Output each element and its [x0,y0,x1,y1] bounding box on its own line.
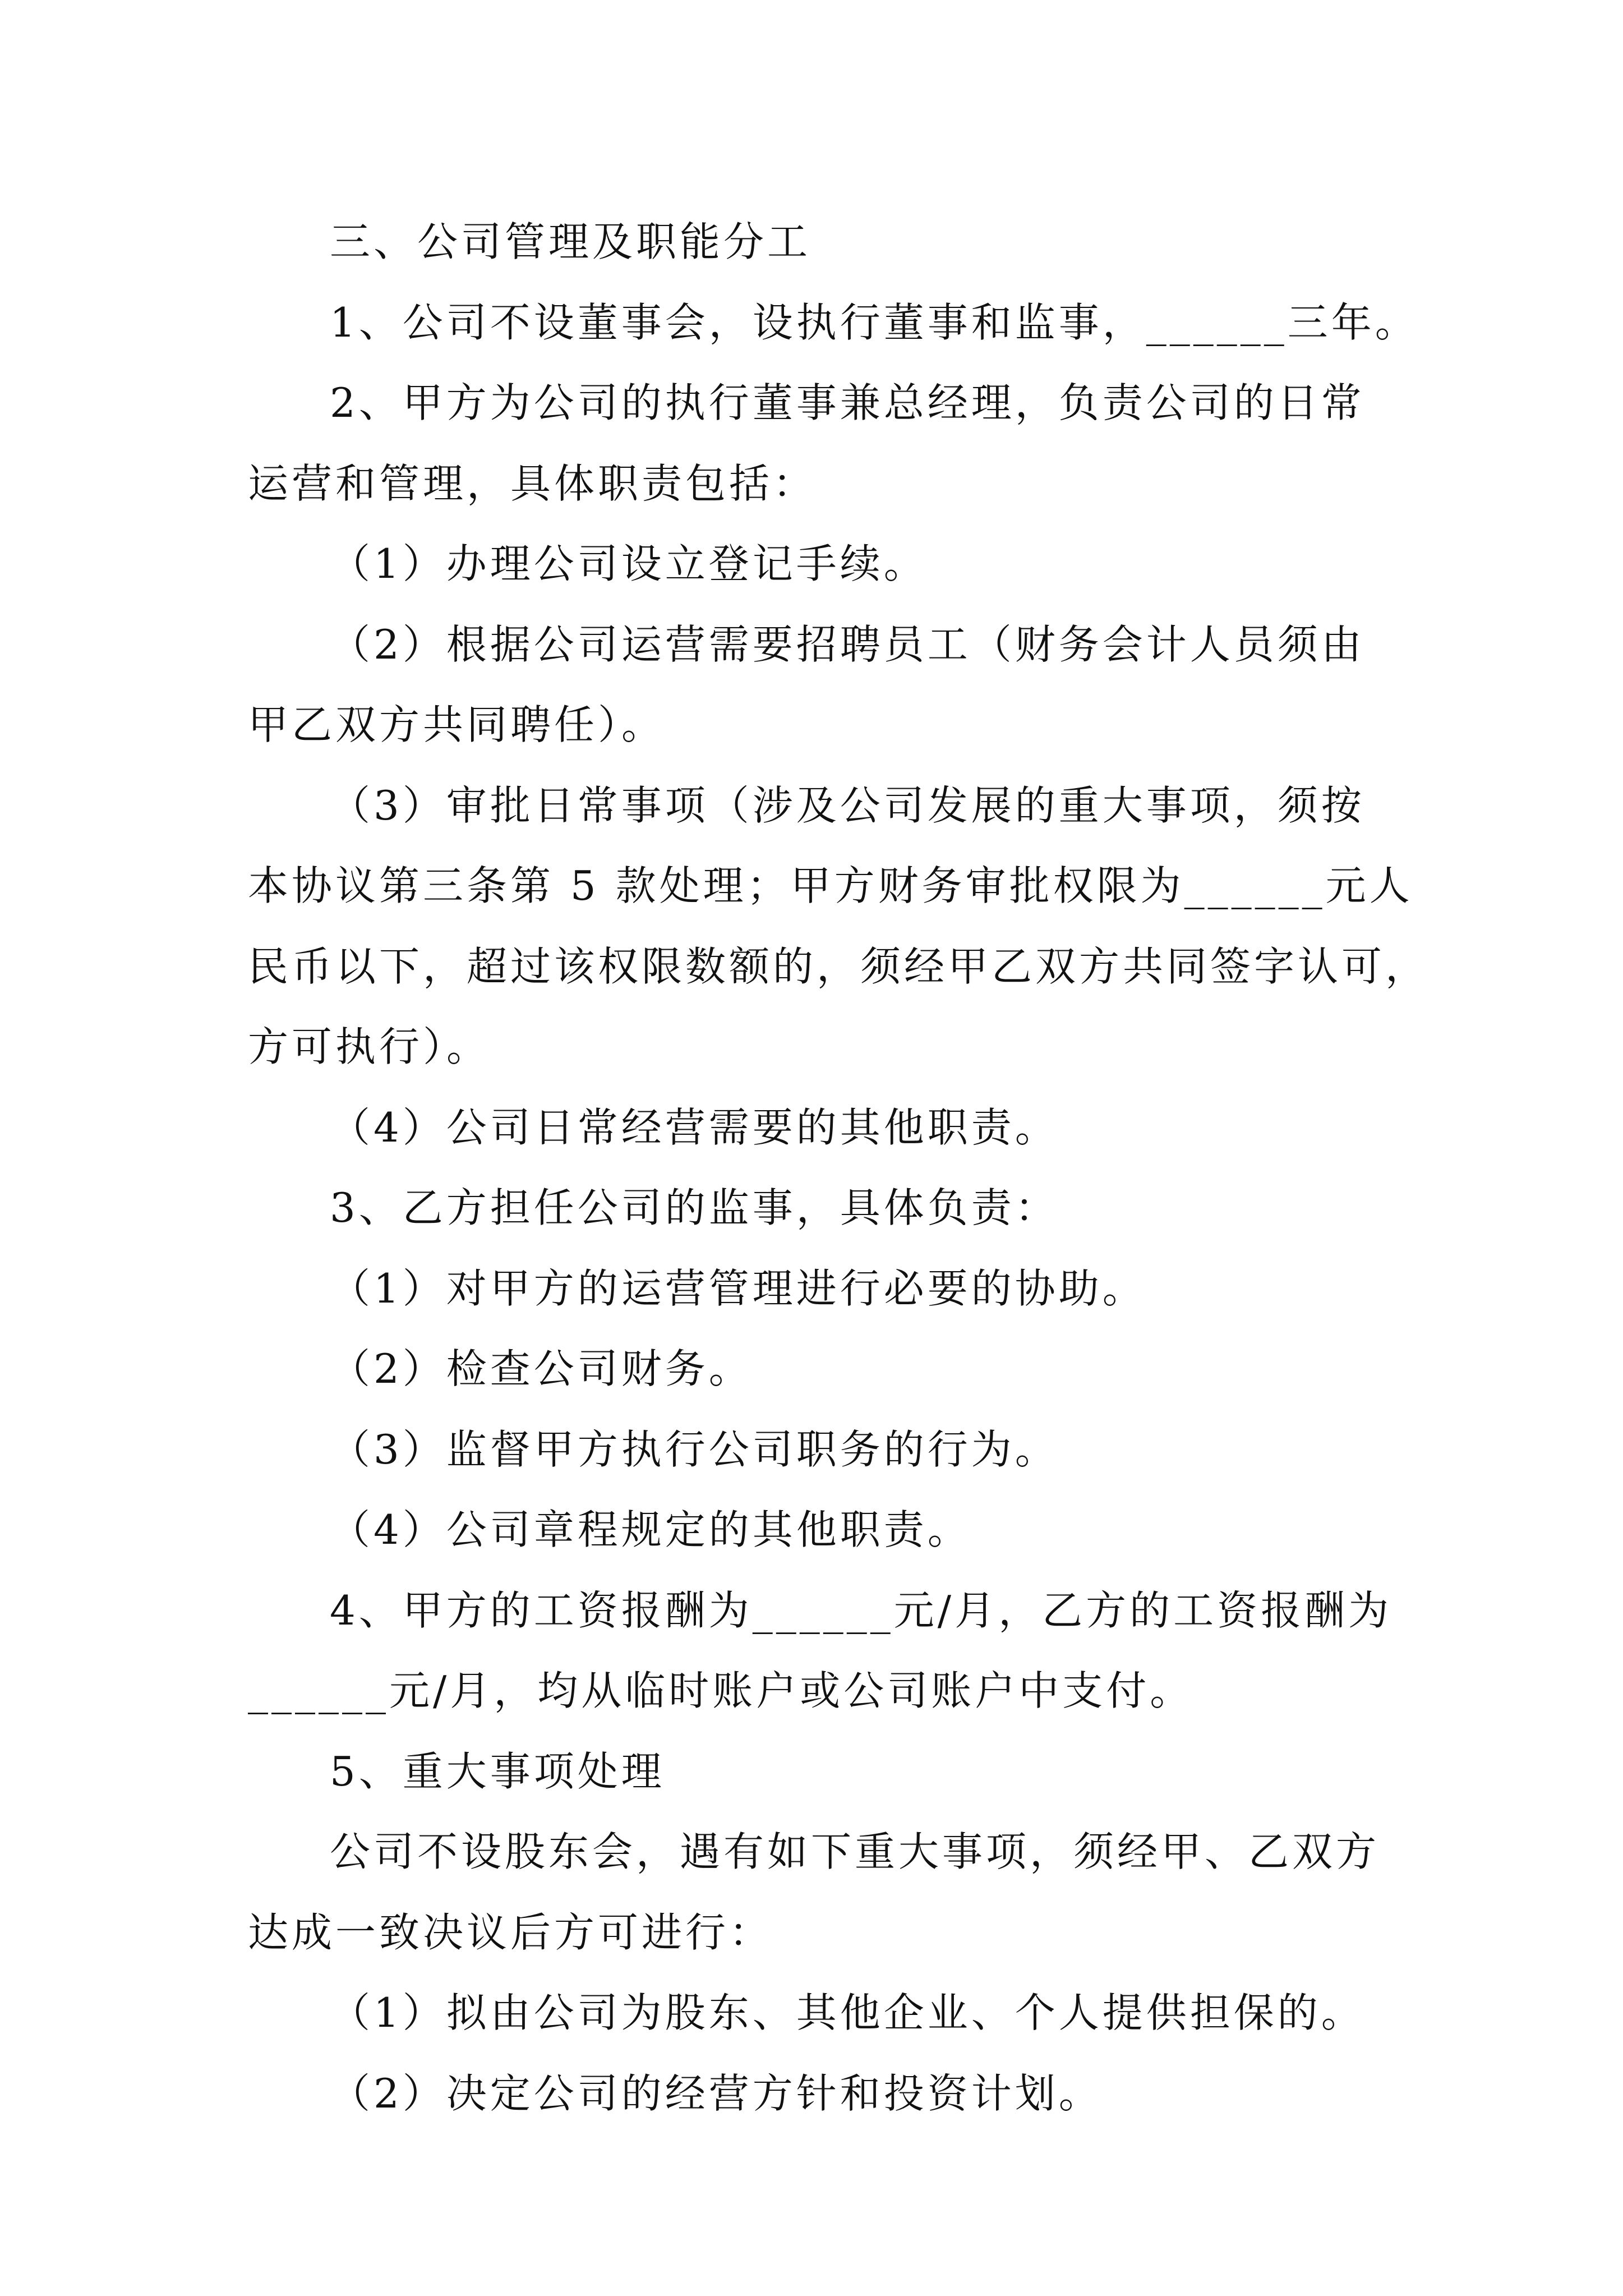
paragraph-line: 达成一致决议后方可进行： [248,1908,773,1956]
paragraph-line: （2）根据公司运营需要招聘员工（财务会计人员须由 [330,620,1365,668]
paragraph-line: （3）审批日常事项（涉及公司发展的重大事项，须按 [330,781,1365,829]
section-heading: 三、公司管理及职能分工 [330,218,811,265]
paragraph-line: 甲乙双方共同聘任）。 [248,701,666,748]
paragraph-line: 3、乙方担任公司的监事，具体负责： [330,1184,1059,1231]
document-body [248,202,1430,2134]
paragraph-line: ______元/月，均从临时账户或公司账户中支付。 [248,1667,1194,1714]
paragraph-line: 方可执行）。 [248,1023,491,1070]
paragraph-line: （1）拟由公司为股东、其他企业、个人提供担保的。 [330,1989,1365,2036]
paragraph-line: 公司不设股东会，遇有如下重大事项，须经甲、乙双方 [330,1828,1380,1875]
paragraph-line: 民币以下，超过该权限数额的，须经甲乙双方共同签字认可， [248,942,1430,990]
paragraph-line: （3）监督甲方执行公司职务的行为。 [330,1425,1059,1473]
paragraph-line: 1、公司不设董事会，设执行董事和监事，______三年。 [330,298,1419,346]
paragraph-line: （4）公司章程规定的其他职责。 [330,1506,971,1553]
paragraph-line: （2）检查公司财务。 [330,1345,753,1392]
section-heading: 5、重大事项处理 [330,1747,665,1795]
paragraph-line: 2、甲方为公司的执行董事兼总经理，负责公司的日常 [330,379,1365,426]
paragraph-line: （1）对甲方的运营管理进行必要的协助。 [330,1264,1146,1312]
paragraph-line: 运营和管理，具体职责包括： [248,459,817,507]
paragraph-line: 4、甲方的工资报酬为______元/月，乙方的工资报酬为 [330,1586,1393,1634]
paragraph-line: （4）公司日常经营需要的其他职责。 [330,1103,1059,1151]
paragraph-line: （1）办理公司设立登记手续。 [330,540,928,587]
paragraph-line: （2）决定公司的经营方针和投资计划。 [330,2069,1103,2117]
paragraph-line: 本协议第三条第 5 款处理；甲方财务审批权限为______元人 [248,862,1413,909]
